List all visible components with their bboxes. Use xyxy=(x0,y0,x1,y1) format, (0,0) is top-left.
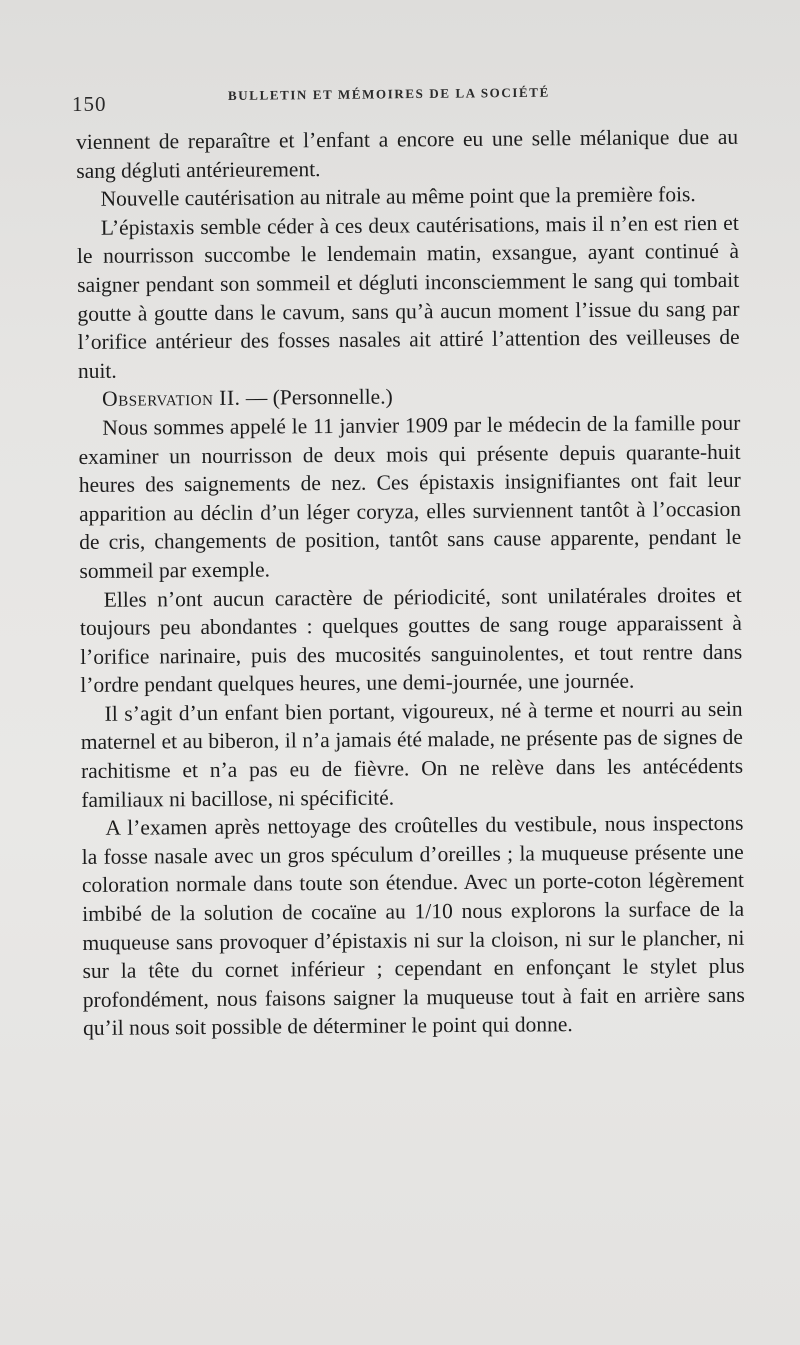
paragraph: Elles n’ont aucun caractère de périodicité, sont unilatérales droites et toujours peu abondantes : quelques gouttes de sang rouge apparaissent à l’orifice narinaire, puis des mucosités sanguinolentes, et tout rentre dans l’ordre pendant quelques heures, une demi-journée, une journée. xyxy=(79,582,743,698)
page-number: 150 xyxy=(72,92,107,116)
paragraph: A l’examen après nettoyage des croûtelles du vestibule, nous inspectons la fosse nasale avec un gros spéculum d’oreilles ; la muqueuse présente une coloration normale dans toute son étendue. Avec un porte-coton légèrement imbibé de la solution de cocaïne au 1/10 nous explorons la surface de la muqueuse sans provoquer d’épistaxis ni sur la cloison, ni sur le plancher, ni sur la tête du cornet inférieur ; cependant en enfonçant le stylet plus profondément, nous faisons saigner la muqueuse tout à fait en arrière sans qu’il nous soit possible de déterminer le point qui donne. xyxy=(81,811,745,1041)
paragraph: L’épistaxis semble céder à ces deux cautérisations, mais il n’en est rien et le nourrisson succombe le lendemain matin, exsangue, ayant continué à saigner pendant son sommeil et dégluti inconsciemment le sang qui tombait goutte à goutte dans le cavum, sans qu’à aucun moment l’issue du sang par l’orifice antérieur des fosses nasales ait attiré l’attention des veilleuses de nuit. xyxy=(76,210,740,383)
paragraph-continuation: viennent de reparaître et l’enfant a encore eu une selle mélanique due au sang dégluti antérieurement. xyxy=(76,124,739,183)
paragraph: Nous sommes appelé le 11 janvier 1909 par le médecin de la famille pour examiner un nourrisson de deux mois qui présente depuis quarante-huit heures des saignements de nez. Ces épistaxis insignifiantes ont fait leur apparition au déclin d’un léger coryza, elles surviennent tantôt à l’occasion de cris, changements de position, tantôt sans cause apparente, pendant le sommeil par exemple. xyxy=(78,410,742,583)
body-text xyxy=(76,123,745,1043)
paragraph: Nouvelle cautérisation au nitrale au même point que la première fois. xyxy=(100,182,696,211)
paragraph: Il s’agit d’un enfant bien portant, vigoureux, né à terme et nourri au sein maternel et au biberon, il n’a jamais été malade, ne présente pas de signes de rachitisme et n’a pas eu de fièvre. On ne relève dans les antécédents familiaux ni bacillose, ni spécificité. xyxy=(80,696,744,812)
running-head: BULLETIN ET MÉMOIRES DE LA SOCIÉTÉ xyxy=(227,84,550,103)
observation-label: Observation II. xyxy=(102,386,241,412)
observation-source: — (Personnelle.) xyxy=(240,384,393,411)
